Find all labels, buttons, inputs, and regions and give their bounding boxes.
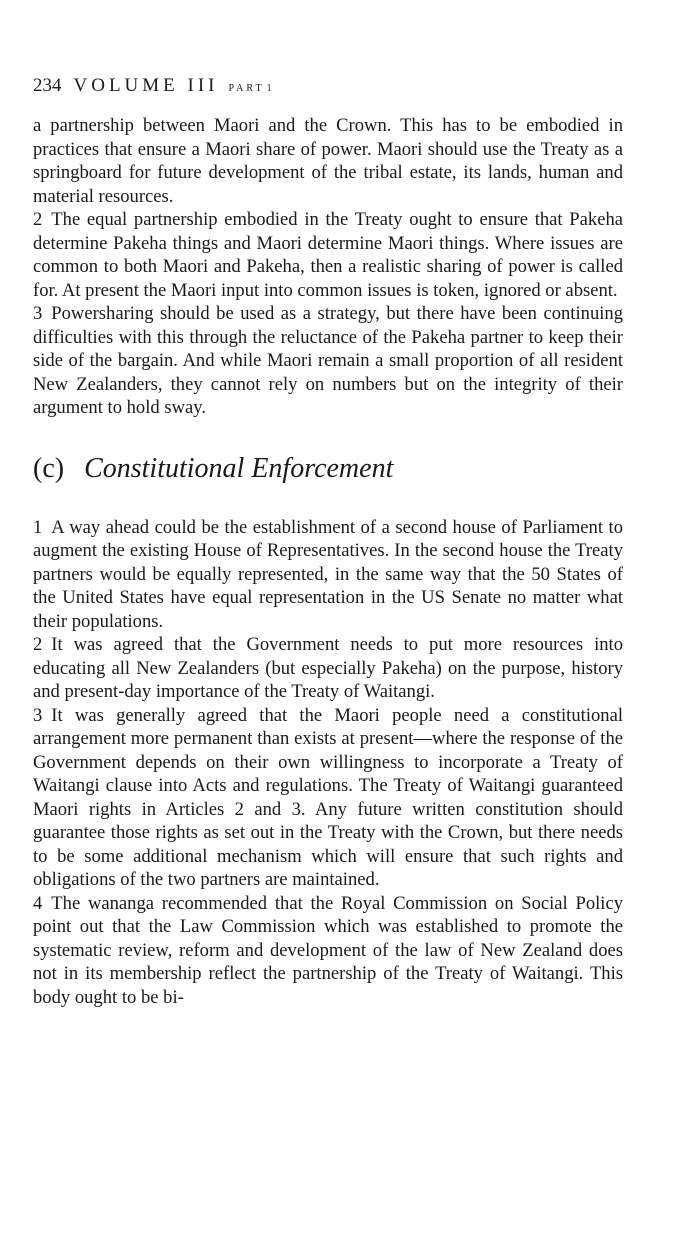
paragraph-text: The equal partnership embodied in the Treaty ought to ensure that Pakeha determine Pakeha things and Maori determine Maori things. Where issues are common to both Maori and Pakeha, then a realistic sharing of power is called for. At present the Maori input into common issues is token, ignored or absent. xyxy=(33,209,623,301)
paragraph xyxy=(33,302,623,420)
page-number: 234 xyxy=(33,75,62,96)
book-page xyxy=(33,74,623,1009)
paragraph xyxy=(33,892,623,1010)
paragraph xyxy=(33,208,623,302)
paragraph-text: The wananga recommended that the Royal Commission on Social Policy point out that the Law Commission which was established to promote the systematic review, reform and development of the law of New Zealand does not in its membership reflect the partnership of the Treaty of Waitangi. This body ought to be bi- xyxy=(33,892,623,1008)
intro-paragraphs xyxy=(33,114,623,420)
section-paragraphs xyxy=(33,516,623,1010)
part-number: 1 xyxy=(266,83,273,94)
paragraph-number: 2 xyxy=(33,209,43,230)
part-label: PART xyxy=(228,83,265,94)
paragraph xyxy=(33,516,623,634)
paragraph-text: It was generally agreed that the Maori people need a constitutional arrangement more permanent than exists at present—where the response of the Government depends on their own willingness to incorporate a Treaty of Waitangi clause into Acts and regulations. The Treaty of Waitangi guaranteed Maori rights in Articles 2 and 3. Any future written constitution should guarantee those rights as set out in the Treaty with the Crown, but there needs to be some additional mechanism which will ensure that such rights and obligations of the two partners are maintained. xyxy=(33,704,623,890)
paragraph-text: Powersharing should be used as a strategy, but there have been continuing difficulties with this through the reluctance of the Pakeha partner to keep their side of the bargain. And while Maori remain a small proportion of all resident New Zealanders, they cannot rely on numbers but on the integrity of their argument to hold sway. xyxy=(33,303,623,418)
paragraph xyxy=(33,633,623,704)
paragraph-number: 2 xyxy=(33,634,43,655)
running-head xyxy=(33,74,623,98)
section-label: (c) xyxy=(33,452,65,484)
section-title: Constitutional Enforcement xyxy=(84,452,394,484)
volume-label: VOLUME III xyxy=(73,75,219,96)
paragraph-number: 1 xyxy=(33,516,43,538)
paragraph-text: A way ahead could be the establishment of a second house of Parliament to augment the existing House of Representatives. In the second house the Treaty partners would be equally represented, in the same way that the 50 States of the United States have equal representation in the US Senate no matter what their populations. xyxy=(33,516,623,632)
paragraph-number: 3 xyxy=(33,303,43,324)
paragraph xyxy=(33,114,623,208)
section-heading xyxy=(33,452,623,486)
paragraph xyxy=(33,704,623,892)
paragraph-text: It was agreed that the Government needs to put more resources into educating all New Zealanders (but especially Pakeha) on the purpose, history and present-day importance of the Treaty of Waitangi. xyxy=(33,634,623,702)
paragraph-text: a partnership between Maori and the Crown. This has to be embodied in practices that ensure a Maori share of power. Maori should use the Treaty as a springboard for future development of the tribal estate, its lands, human and material resources. xyxy=(33,115,623,207)
paragraph-number: 3 xyxy=(33,704,43,726)
paragraph-number: 4 xyxy=(33,892,43,914)
